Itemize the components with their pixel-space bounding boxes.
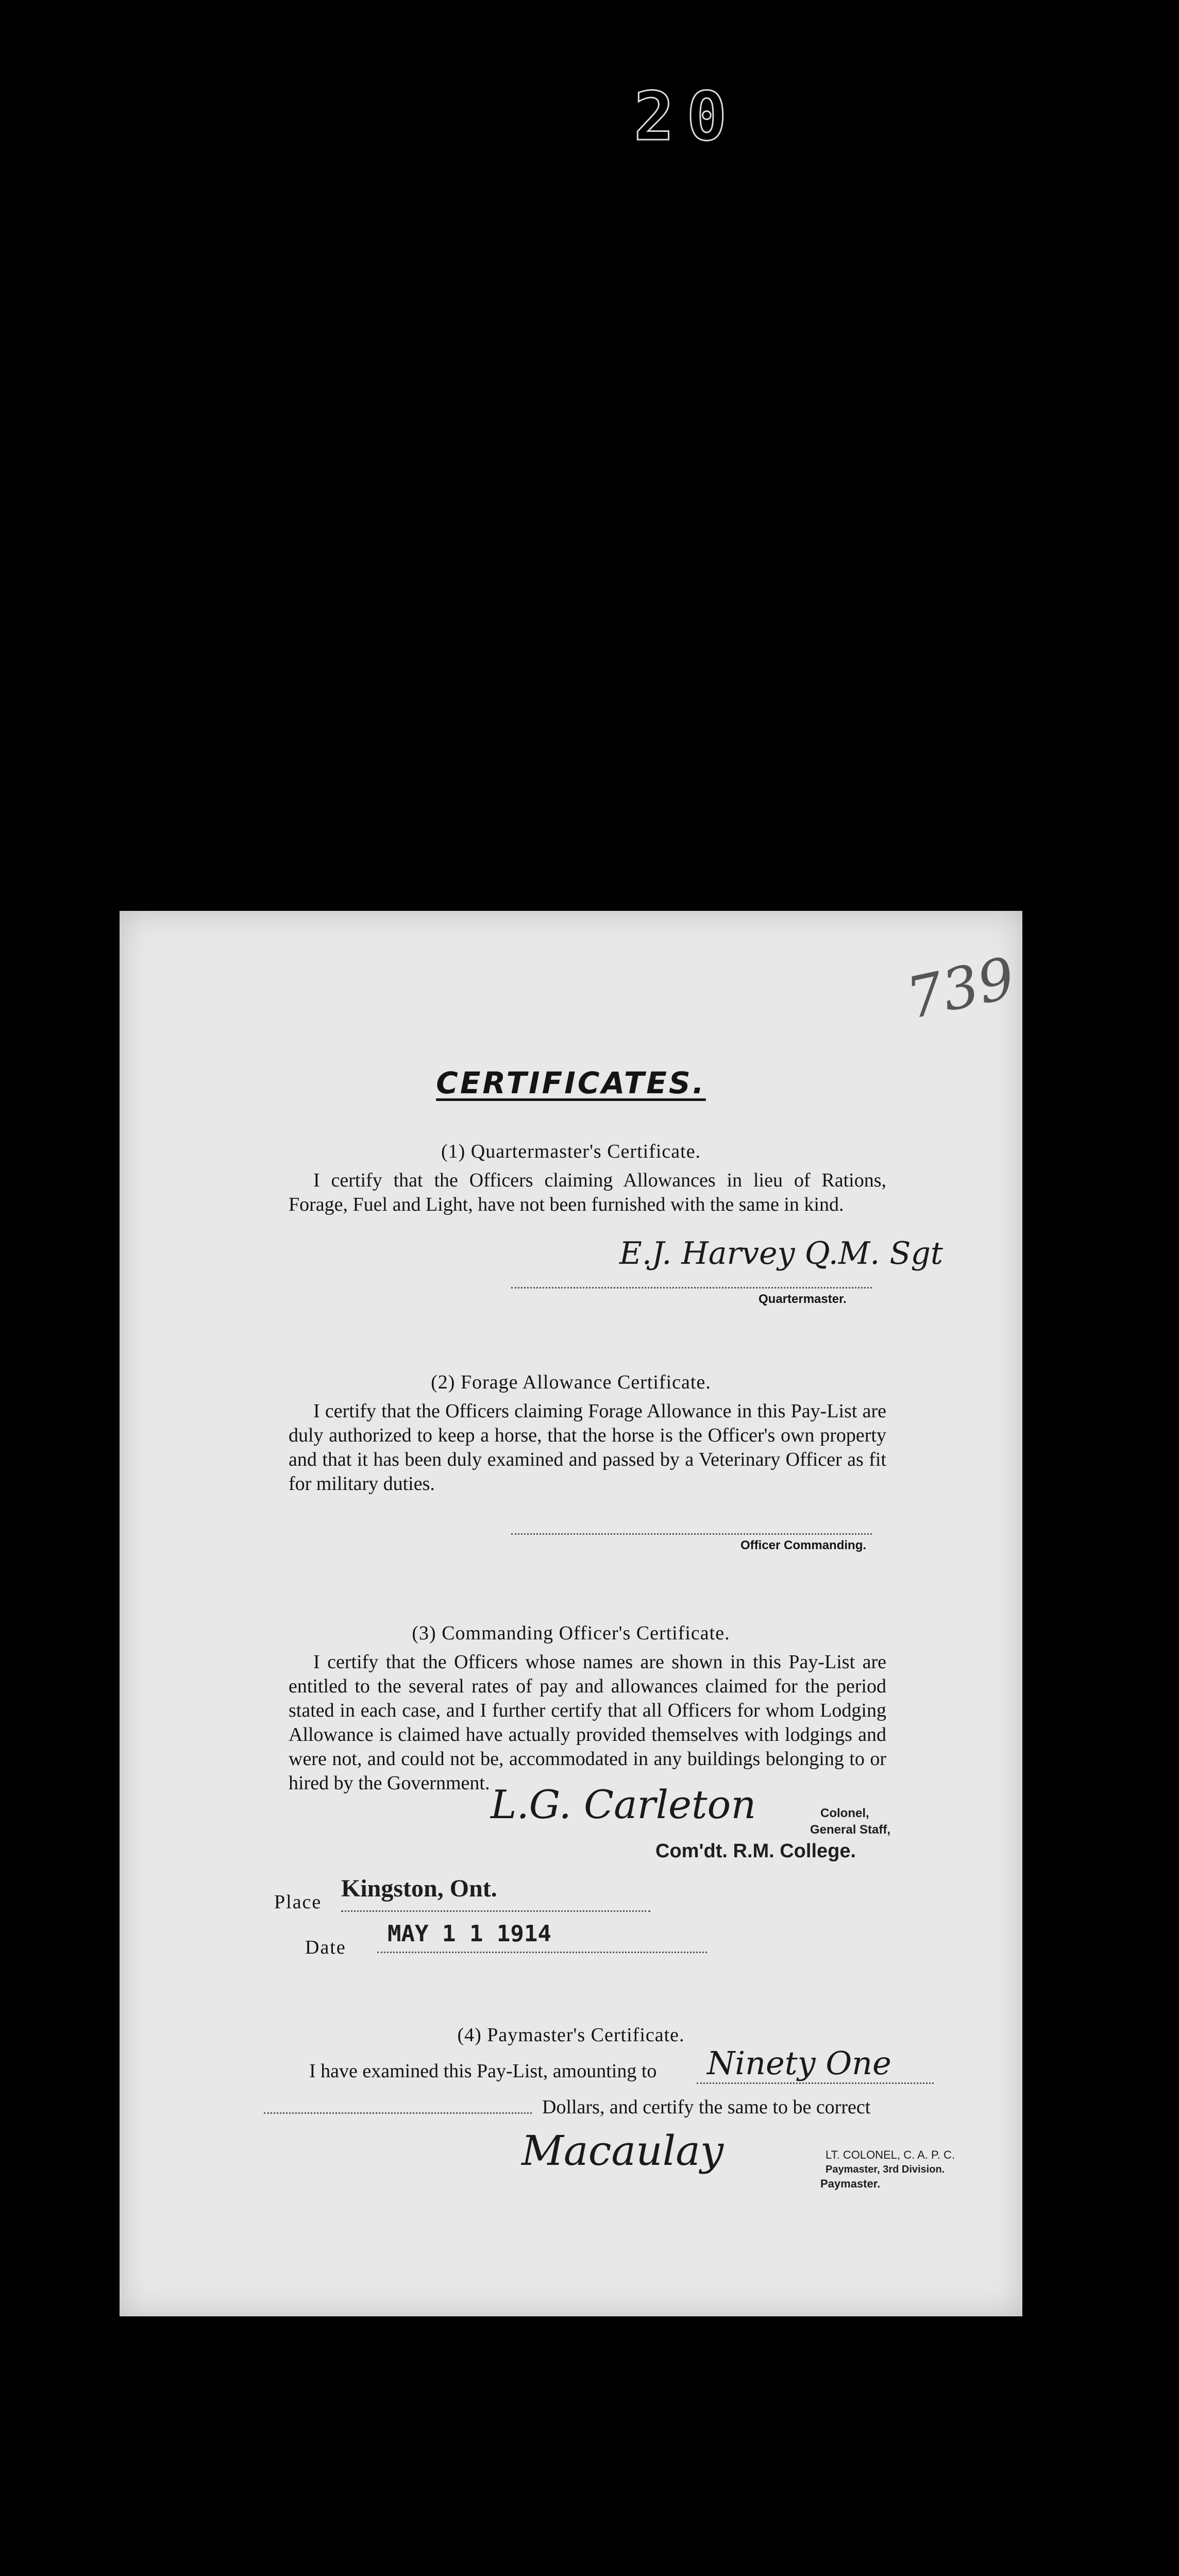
- paymaster-line1: I have examined this Pay-List, amounting to: [309, 2060, 657, 2082]
- paymaster-line2: Dollars, and certify the same to be correct: [542, 2096, 871, 2118]
- commanding-signature: L.G. Carleton: [491, 1782, 756, 1827]
- paymaster-heading: (4) Paymaster's Certificate.: [457, 2024, 685, 2046]
- amount-line: [697, 2082, 934, 2084]
- place-line: [341, 1910, 650, 1912]
- paymaster-stamp: LT. COLONEL, C. A. P. C.: [826, 2148, 955, 2161]
- paymaster-amount: Ninety One: [707, 2044, 891, 2082]
- commanding-stamp-title: Com'dt. R.M. College.: [655, 1840, 856, 1862]
- paymaster-signature: Macaulay: [521, 2127, 724, 2175]
- place-label: Place: [274, 1891, 322, 1913]
- commanding-stamp-general-staff: General Staff,: [810, 1823, 891, 1837]
- date-label: Date: [305, 1937, 346, 1958]
- document-page: [120, 911, 1022, 2316]
- quartermaster-caption: Quartermaster.: [759, 1292, 847, 1306]
- commanding-text: I certify that the Officers whose names are shown in this Pay-List are entitled to the several rates of pay and allowances claimed for the period stated in each case, and I further certify that all Officers for whom Lodging Allowance is claimed have actually provided themselves with lodgings and were not, and could not be, accommodated in any buildings belonging to or hired by the Government.: [289, 1651, 886, 1794]
- forage-heading: (2) Forage Allowance Certificate.: [431, 1371, 711, 1393]
- page-stamp-number: 739: [901, 944, 1021, 1032]
- forage-text: I certify that the Officers claiming Forage Allowance in this Pay-List are duly authorized to keep a horse, that the horse is the Officer's own property and that it has been duly examined and passed by a Veterinary Officer as fit for military duties.: [289, 1400, 886, 1495]
- dollars-line: [264, 2112, 532, 2114]
- frame-number: 20: [634, 77, 739, 156]
- forage-signature-line: [511, 1533, 872, 1535]
- quartermaster-heading: (1) Quartermaster's Certificate.: [441, 1141, 701, 1162]
- quartermaster-signature-line: [511, 1287, 872, 1289]
- paymaster-caption: Paymaster.: [820, 2177, 881, 2190]
- quartermaster-text: I certify that the Officers claiming Allowances in lieu of Rations, Forage, Fuel and Light, have not been furnished with the same in kind.: [289, 1170, 886, 1215]
- commanding-stamp-colonel: Colonel,: [820, 1806, 869, 1820]
- date-value: MAY 1 1 1914: [388, 1921, 551, 1947]
- paymaster-stamp-division: Paymaster, 3rd Division.: [826, 2164, 945, 2175]
- forage-caption: Officer Commanding.: [740, 1538, 867, 1552]
- commanding-heading: (3) Commanding Officer's Certificate.: [412, 1622, 730, 1644]
- document-title: CERTIFICATES.: [436, 1065, 706, 1100]
- date-line: [377, 1952, 707, 1953]
- place-value: Kingston, Ont.: [341, 1875, 497, 1902]
- quartermaster-signature: E.J. Harvey Q.M. Sgt: [619, 1235, 944, 1272]
